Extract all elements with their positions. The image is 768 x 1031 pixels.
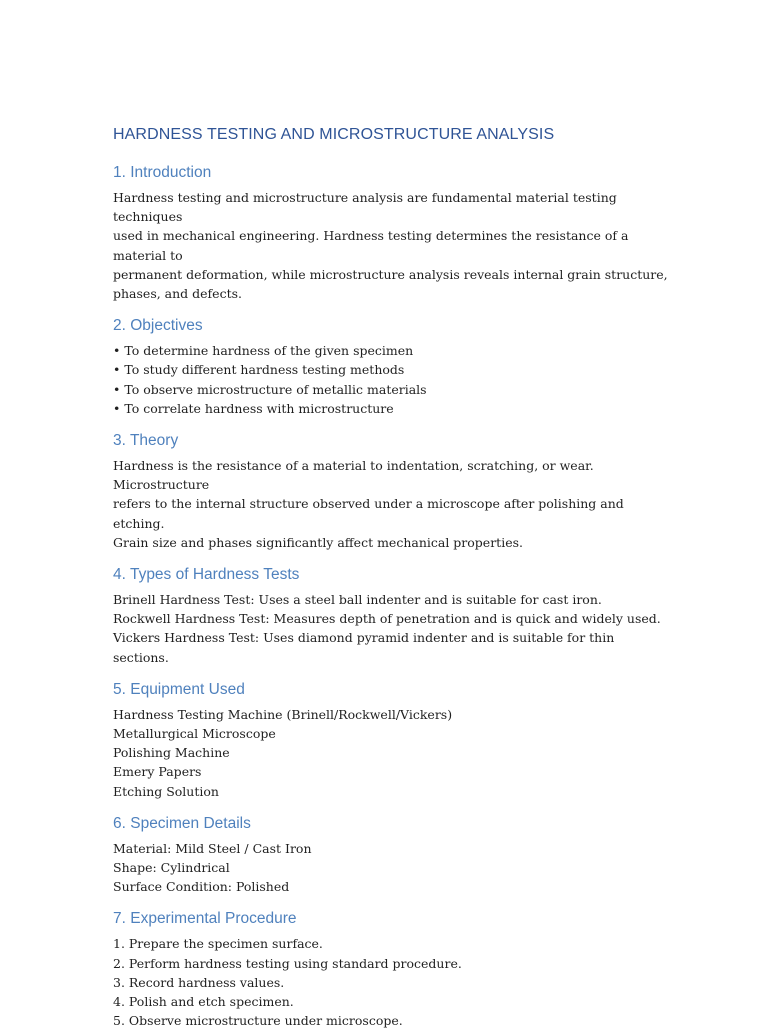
- section-theory: [113, 430, 673, 552]
- paragraph-line: Grain size and phases significantly affect mechanical properties.: [113, 534, 523, 550]
- section-heading: 4. Types of Hardness Tests: [113, 566, 300, 584]
- section-heading: 2. Objectives: [113, 317, 203, 335]
- bullet-item: • To observe microstructure of metallic materials: [113, 381, 427, 397]
- procedure-step: 3. Record hardness values.: [113, 974, 285, 990]
- specimen-detail: Material: Mild Steel / Cast Iron: [113, 840, 312, 856]
- procedure-step: 4. Polish and etch specimen.: [113, 994, 294, 1010]
- equipment-item: Metallurgical Microscope: [113, 726, 276, 742]
- section-hardness-tests: [113, 564, 673, 667]
- procedure-step: 5. Observe microstructure under microscope.: [113, 1013, 403, 1029]
- bullet-item: • To study different hardness testing methods: [113, 362, 405, 378]
- specimen-detail: Surface Condition: Polished: [113, 879, 290, 895]
- section-specimen: [113, 813, 673, 897]
- paragraph-line: used in mechanical engineering. Hardness testing determines the resistance of a material to: [113, 228, 629, 263]
- test-type-line: Vickers Hardness Test: Uses diamond pyramid indenter and is suitable for thin sections.: [113, 630, 615, 665]
- procedure-step: 1. Prepare the specimen surface.: [113, 936, 323, 952]
- test-type-line: Brinell Hardness Test: Uses a steel ball indenter and is suitable for cast iron.: [113, 592, 602, 608]
- section-procedure: [113, 908, 673, 1030]
- paragraph-line: phases, and defects.: [113, 286, 242, 302]
- section-equipment: [113, 679, 673, 801]
- paragraph-line: refers to the internal structure observed under a microscope after polishing and etching.: [113, 496, 624, 531]
- paragraph-line: Hardness is the resistance of a material to indentation, scratching, or wear. Microstructure: [113, 458, 594, 493]
- section-objectives: [113, 315, 673, 418]
- paragraph-line: permanent deformation, while microstructure analysis reveals internal grain structure,: [113, 266, 668, 282]
- equipment-item: Emery Papers: [113, 764, 202, 780]
- section-heading: 1. Introduction: [113, 164, 212, 181]
- section-heading: 7. Experimental Procedure: [113, 910, 297, 928]
- equipment-item: Etching Solution: [113, 783, 219, 799]
- equipment-item: Hardness Testing Machine (Brinell/Rockwell/Vickers): [113, 706, 453, 722]
- specimen-detail: Shape: Cylindrical: [113, 860, 230, 876]
- equipment-item: Polishing Machine: [113, 745, 230, 761]
- test-type-line: Rockwell Hardness Test: Measures depth of penetration and is quick and widely used.: [113, 611, 661, 627]
- document-title: HARDNESS TESTING AND MICROSTRUCTURE ANALYSIS: [113, 126, 555, 143]
- section-heading: 3. Theory: [113, 432, 179, 450]
- bullet-item: • To determine hardness of the given specimen: [113, 343, 414, 359]
- section-heading: 6. Specimen Details: [113, 814, 251, 832]
- procedure-step: 2. Perform hardness testing using standard procedure.: [113, 955, 462, 971]
- section-introduction: [113, 162, 673, 303]
- document-content: [113, 124, 673, 1031]
- section-heading: 5. Equipment Used: [113, 680, 245, 698]
- paragraph-line: Hardness testing and microstructure analysis are fundamental material testing techniques: [113, 190, 617, 225]
- bullet-item: • To correlate hardness with microstructure: [113, 400, 394, 416]
